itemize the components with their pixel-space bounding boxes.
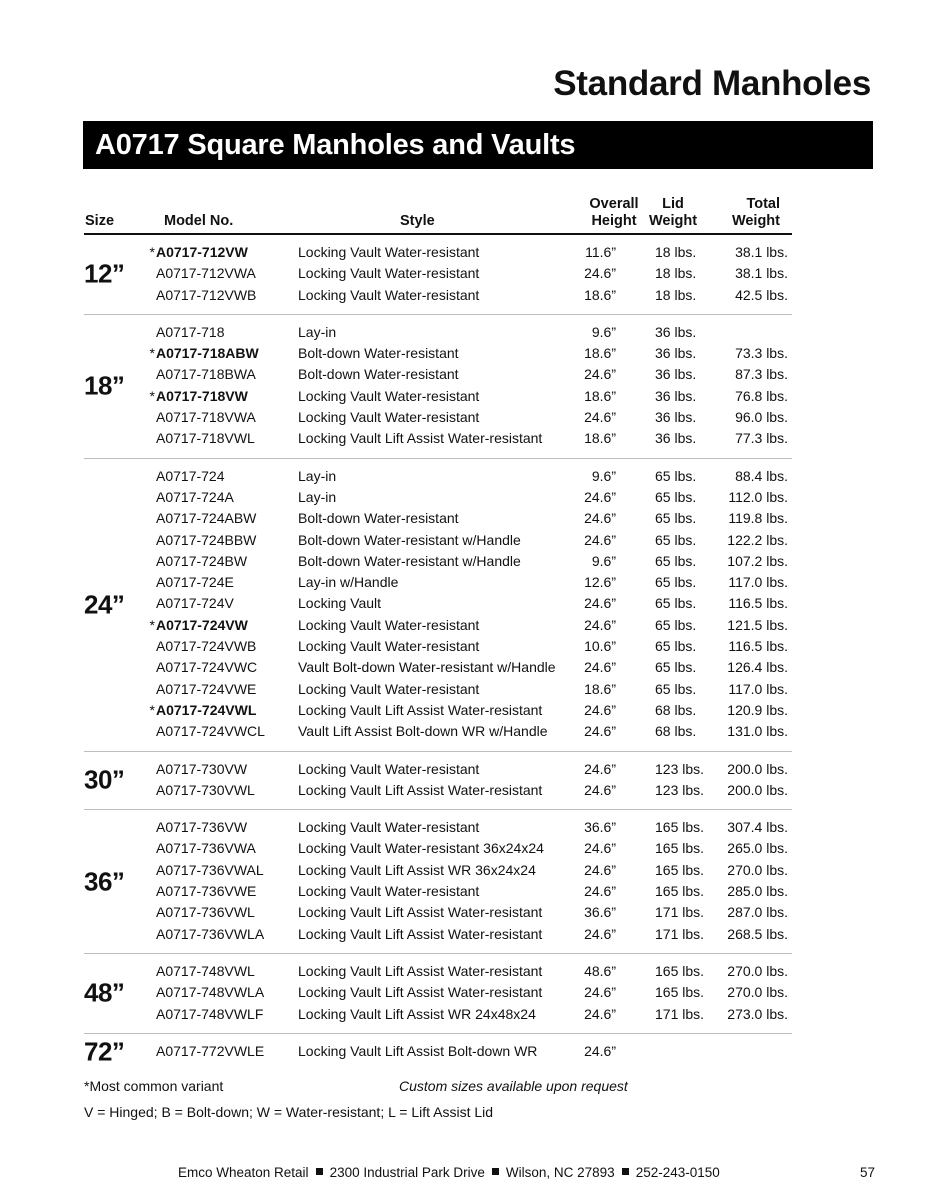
table-row [84,902,792,923]
footer-address: 2300 Industrial Park Drive [329,1165,485,1180]
lid-weight-cell: 65 lbs. [655,510,697,527]
model-cell [146,322,225,343]
model-number: A0717-724 [156,467,225,484]
overall-height-cell: 24.6” [584,659,616,676]
model-number: A0717-712VW [156,244,248,260]
model-number: A0717-712VWB [156,286,257,303]
table-row [84,1041,792,1062]
model-number: A0717-736VWAL [156,861,264,878]
overall-height-cell: 24.6” [584,984,616,1001]
model-cell [146,679,256,700]
overall-height-cell: 24.6” [584,701,616,718]
lid-weight-cell: 18 lbs. [655,244,697,260]
total-weight-cell: 38.1 lbs. [735,244,788,260]
size-group [84,315,792,459]
header-lid-line2: Weight [648,213,698,229]
table-row [84,881,792,902]
model-number: A0717-724E [156,574,234,591]
lid-weight-cell: 123 lbs. [655,781,705,798]
total-weight-cell: 117.0 lbs. [728,574,788,591]
style-cell: Locking Vault Lift Assist Water-resistant [298,904,543,921]
model-cell [146,759,247,780]
total-weight-cell: 131.0 lbs. [727,723,788,740]
total-weight-cell: 270.0 lbs. [727,861,788,878]
style-cell: Locking Vault Water-resistant [298,883,480,900]
lid-weight-cell: 65 lbs. [655,531,697,548]
total-weight-cell: 116.5 lbs. [728,638,788,655]
style-cell: Locking Vault Water-resistant [298,638,480,655]
style-cell: Locking Vault Lift Assist WR 24x48x24 [298,1005,536,1022]
lid-weight-cell: 165 lbs. [655,883,705,900]
table-row [84,759,792,780]
lid-weight-cell: 171 lbs. [655,1005,705,1022]
total-weight-cell: 287.0 lbs. [727,904,788,921]
table-body [84,235,792,1070]
lid-weight-cell: 165 lbs. [655,840,705,857]
size-label: 72” [84,1036,125,1067]
total-weight-cell: 88.4 lbs. [735,467,788,484]
table-row [84,838,792,859]
model-cell [146,721,265,742]
overall-height-cell: 24.6” [584,883,616,900]
size-label: 48” [84,977,125,1008]
style-cell: Locking Vault Water-resistant [298,760,480,777]
model-cell [146,902,255,923]
total-weight-cell: 270.0 lbs. [727,962,788,979]
model-cell [146,343,259,364]
model-number: A0717-724VWCL [156,723,265,740]
header-total-line2: Weight [731,213,780,229]
lid-weight-cell: 171 lbs. [655,925,705,942]
header-total-weight [732,196,780,230]
header-overall-height [584,196,644,230]
total-weight-cell: 200.0 lbs. [727,760,788,777]
overall-height-cell: 24.6” [584,1005,616,1022]
total-weight-cell: 120.9 lbs. [727,701,788,718]
note-custom-sizes: Custom sizes available upon request [399,1078,628,1094]
total-weight-cell: 112.0 lbs. [728,488,788,505]
lid-weight-cell: 165 lbs. [655,861,705,878]
model-number: A0717-736VWE [156,883,257,900]
model-number: A0717-772VWLE [156,1042,265,1059]
total-weight-cell: 38.1 lbs. [735,265,788,282]
model-number: A0717-748VWLF [156,1005,264,1022]
table-row [84,466,792,487]
total-weight-cell: 126.4 lbs. [727,659,788,676]
overall-height-cell: 10.6” [584,638,616,655]
lid-weight-cell: 18 lbs. [655,265,697,282]
table-row [84,700,792,721]
lid-weight-cell: 165 lbs. [655,984,705,1001]
lid-weight-cell: 65 lbs. [655,680,697,697]
table-row [84,780,792,801]
overall-height-cell: 24.6” [584,723,616,740]
model-cell [146,657,257,678]
total-weight-cell: 307.4 lbs. [727,819,788,836]
lid-weight-cell: 68 lbs. [655,723,697,740]
table-row [84,817,792,838]
model-number: A0717-712VWA [156,265,256,282]
overall-height-cell: 24.6” [584,595,616,612]
model-cell [146,636,256,657]
model-cell [146,615,248,636]
header-total-line1: Total [746,196,780,212]
section-title-band: A0717 Square Manholes and Vaults [83,121,873,169]
style-cell: Locking Vault Water-resistant [298,680,480,697]
note-most-common: *Most common variant [84,1078,224,1094]
lid-weight-cell: 68 lbs. [655,701,697,718]
size-label: 30” [84,764,125,795]
model-number: A0717-748VWL [156,962,255,979]
overall-height-cell: 9.6” [591,552,616,569]
model-cell [146,263,256,284]
lid-weight-cell: 65 lbs. [655,616,697,633]
style-cell: Locking Vault Lift Assist Water-resistant [298,925,543,942]
model-cell [146,466,225,487]
table-row [84,721,792,742]
overall-height-cell: 9.6” [591,467,616,484]
total-weight-cell: 121.5 lbs. [727,616,788,633]
lid-weight-cell: 36 lbs. [655,323,697,340]
header-height-line1: Overall [589,196,639,212]
overall-height-cell: 24.6” [584,840,616,857]
table-row [84,572,792,593]
lid-weight-cell: 165 lbs. [655,962,705,979]
model-cell [146,551,247,572]
model-cell [146,285,256,306]
footer-phone: 252-243-0150 [635,1165,720,1180]
lid-weight-cell: 65 lbs. [655,659,697,676]
style-cell: Locking Vault Lift Assist Water-resistant [298,962,543,979]
overall-height-cell: 24.6” [584,409,616,426]
table-row [84,924,792,945]
square-bullet-icon [316,1168,323,1175]
model-number: A0717-736VWA [156,840,256,857]
overall-height-cell: 24.6” [584,1042,616,1059]
model-number: A0717-718ABW [156,345,259,362]
style-cell: Locking Vault [298,595,382,612]
model-number: A0717-724V [156,595,234,612]
lid-weight-cell: 36 lbs. [655,387,697,404]
product-table [84,193,792,1070]
lid-weight-cell: 36 lbs. [655,345,697,362]
lid-weight-cell: 123 lbs. [655,760,705,777]
total-weight-cell: 76.8 lbs. [735,387,788,404]
total-weight-cell: 116.5 lbs. [728,595,788,612]
style-cell: Locking Vault Water-resistant [298,819,480,836]
common-variant-asterisk: * [149,701,155,718]
overall-height-cell: 36.6” [584,904,616,921]
style-cell: Locking Vault Water-resistant [298,387,480,404]
page-title: Standard Manholes [553,64,871,103]
model-number: A0717-730VW [156,760,248,777]
style-cell: Bolt-down Water-resistant w/Handle [298,552,521,569]
table-row [84,508,792,529]
model-number: A0717-718 [156,323,225,340]
note-legend: V = Hinged; B = Bolt-down; W = Water-resistant; L = Lift Assist Lid [84,1104,494,1120]
header-style: Style [400,213,435,229]
style-cell: Locking Vault Water-resistant 36x24x24 [298,840,544,857]
model-number: A0717-736VWL [156,904,255,921]
model-cell [146,487,234,508]
model-number: A0717-724BW [156,552,248,569]
model-cell [146,593,234,614]
overall-height-cell: 24.6” [584,781,616,798]
table-row [84,242,792,263]
style-cell: Vault Bolt-down Water-resistant w/Handle [298,659,556,676]
header-lid-weight [644,196,702,230]
overall-height-cell: 11.6” [585,244,616,260]
overall-height-cell: 36.6” [584,819,616,836]
size-group [84,810,792,954]
style-cell: Bolt-down Water-resistant [298,510,459,527]
model-cell [146,817,247,838]
table-header [84,193,792,235]
total-weight-cell: 73.3 lbs. [735,345,788,362]
table-row [84,961,792,982]
overall-height-cell: 24.6” [584,531,616,548]
style-cell: Locking Vault Water-resistant [298,409,480,426]
header-lid-line1: Lid [662,196,684,212]
model-cell [146,364,256,385]
model-cell [146,881,256,902]
size-group [84,752,792,811]
style-cell: Bolt-down Water-resistant w/Handle [298,531,521,548]
size-group [84,235,792,315]
overall-height-cell: 18.6” [584,286,616,303]
table-row [84,593,792,614]
size-label: 24” [84,589,125,620]
lid-weight-cell: 65 lbs. [655,552,697,569]
model-cell [146,780,255,801]
footer [178,1165,720,1180]
total-weight-cell: 265.0 lbs. [727,840,788,857]
style-cell: Locking Vault Lift Assist WR 36x24x24 [298,861,536,878]
lid-weight-cell: 65 lbs. [655,574,697,591]
total-weight-cell: 270.0 lbs. [727,984,788,1001]
size-label: 18” [84,370,125,401]
model-number: A0717-730VWL [156,781,255,798]
style-cell: Locking Vault Lift Assist Water-resistant [298,781,543,798]
common-variant-asterisk: * [149,244,155,260]
total-weight-cell: 42.5 lbs. [735,286,788,303]
overall-height-cell: 24.6” [584,488,616,505]
overall-height-cell: 24.6” [584,265,616,282]
overall-height-cell: 18.6” [584,345,616,362]
model-cell [146,838,256,859]
table-row [84,860,792,881]
model-cell [146,386,248,407]
model-cell [146,700,256,721]
style-cell: Bolt-down Water-resistant [298,345,459,362]
table-row [84,1004,792,1025]
style-cell: Locking Vault Lift Assist Water-resistant [298,984,543,1001]
table-row [84,530,792,551]
style-cell: Locking Vault Water-resistant [298,244,480,260]
table-row [84,263,792,284]
style-cell: Locking Vault Water-resistant [298,286,480,303]
model-cell [146,428,255,449]
footer-city: Wilson, NC 27893 [505,1165,615,1180]
header-height-line2: Height [591,213,637,229]
overall-height-cell: 18.6” [584,430,616,447]
model-number: A0717-724BBW [156,531,257,548]
overall-height-cell: 24.6” [584,366,616,383]
model-number: A0717-724VWE [156,680,257,697]
lid-weight-cell: 36 lbs. [655,409,697,426]
overall-height-cell: 24.6” [584,861,616,878]
model-cell [146,961,255,982]
table-row [84,343,792,364]
header-size: Size [85,213,115,229]
table-row [84,285,792,306]
model-cell [146,530,256,551]
total-weight-cell: 122.2 lbs. [727,531,788,548]
lid-weight-cell: 65 lbs. [655,595,697,612]
table-row [84,679,792,700]
overall-height-cell: 48.6” [584,962,616,979]
overall-height-cell: 24.6” [584,925,616,942]
style-cell: Locking Vault Lift Assist Water-resistant [298,430,543,447]
table-row [84,364,792,385]
model-number: A0717-736VWLA [156,925,265,942]
table-row [84,407,792,428]
lid-weight-cell: 36 lbs. [655,366,697,383]
style-cell: Locking Vault Lift Assist Water-resistant [298,701,543,718]
table-row [84,386,792,407]
style-cell: Locking Vault Water-resistant [298,265,480,282]
footer-company: Emco Wheaton Retail [178,1165,309,1180]
model-cell [146,860,264,881]
overall-height-cell: 24.6” [584,510,616,527]
model-number: A0717-724VWB [156,638,257,655]
model-number: A0717-724VWC [156,659,258,676]
model-number: A0717-724VWL [156,701,257,718]
model-number: A0717-718VWA [156,409,256,426]
overall-height-cell: 18.6” [584,387,616,404]
size-group [84,1034,792,1070]
size-label: 12” [84,258,125,289]
table-row [84,615,792,636]
square-bullet-icon [622,1168,629,1175]
total-weight-cell: 77.3 lbs. [735,430,788,447]
overall-height-cell: 24.6” [584,616,616,633]
style-cell: Lay-in [298,467,337,484]
model-number: A0717-718VW [156,387,248,404]
lid-weight-cell: 165 lbs. [655,819,705,836]
style-cell: Vault Lift Assist Bolt-down WR w/Handle [298,723,548,740]
overall-height-cell: 18.6” [584,680,616,697]
total-weight-cell: 87.3 lbs. [735,366,788,383]
table-row [84,428,792,449]
header-model: Model No. [164,213,234,229]
lid-weight-cell: 18 lbs. [655,286,697,303]
model-number: A0717-724VW [156,616,248,633]
model-cell [146,242,248,263]
overall-height-cell: 9.6” [591,323,616,340]
lid-weight-cell: 65 lbs. [655,638,697,655]
model-number: A0717-736VW [156,819,248,836]
model-number: A0717-724ABW [156,510,257,527]
model-number: A0717-718BWA [156,366,256,383]
page-number: 57 [859,1165,875,1180]
total-weight-cell: 285.0 lbs. [727,883,788,900]
overall-height-cell: 12.6” [584,574,616,591]
style-cell: Lay-in [298,488,337,505]
total-weight-cell: 273.0 lbs. [727,1005,788,1022]
size-group [84,954,792,1034]
total-weight-cell: 96.0 lbs. [735,409,788,426]
total-weight-cell: 200.0 lbs. [727,781,788,798]
style-cell: Lay-in [298,323,337,340]
model-cell [146,982,264,1003]
model-number: A0717-724A [156,488,234,505]
lid-weight-cell: 65 lbs. [655,488,697,505]
common-variant-asterisk: * [149,616,155,633]
model-cell [146,407,256,428]
model-cell [146,1041,264,1062]
style-cell: Lay-in w/Handle [298,574,399,591]
model-cell [146,508,256,529]
total-weight-cell: 117.0 lbs. [728,680,788,697]
table-row [84,982,792,1003]
total-weight-cell: 107.2 lbs. [727,552,788,569]
table-row [84,322,792,343]
common-variant-asterisk: * [149,387,155,404]
common-variant-asterisk: * [149,345,155,362]
model-cell [146,1004,263,1025]
table-row [84,487,792,508]
size-label: 36” [84,866,125,897]
table-row [84,551,792,572]
style-cell: Locking Vault Lift Assist Bolt-down WR [298,1042,538,1059]
lid-weight-cell: 65 lbs. [655,467,697,484]
model-cell [146,572,234,593]
overall-height-cell: 24.6” [584,760,616,777]
table-row [84,657,792,678]
size-group [84,459,792,752]
lid-weight-cell: 171 lbs. [655,904,705,921]
lid-weight-cell: 36 lbs. [655,430,697,447]
style-cell: Bolt-down Water-resistant [298,366,459,383]
model-number: A0717-718VWL [156,430,255,447]
total-weight-cell: 119.8 lbs. [728,510,788,527]
square-bullet-icon [492,1168,499,1175]
model-number: A0717-748VWLA [156,984,265,1001]
model-cell [146,924,264,945]
total-weight-cell: 268.5 lbs. [727,925,788,942]
style-cell: Locking Vault Water-resistant [298,616,480,633]
table-row [84,636,792,657]
